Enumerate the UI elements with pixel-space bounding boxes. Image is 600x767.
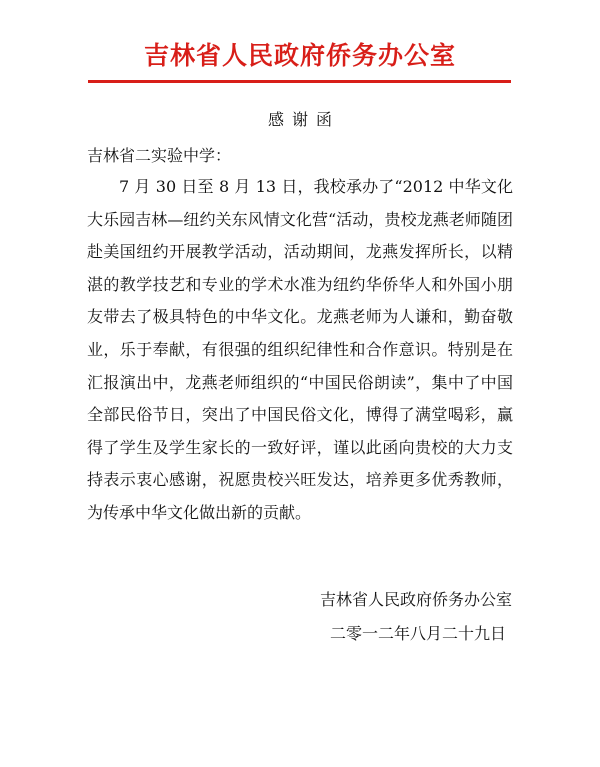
letterhead-divider	[88, 80, 511, 83]
signature-organization: 吉林省人民政府侨务办公室	[319, 590, 512, 609]
salutation: 吉林省二实验中学：	[87, 146, 232, 165]
letter-body: 7 月 30 日至 8 月 13 日，我校承办了“2012 中华文化大乐园吉林—纽约关东风情文化营“活动，贵校龙燕老师随团赴美国纽约开展教学活动，活动期间，龙燕发挥所长，以精湛的教学技艺和专业的学术水准为纽约华侨华人和外国小朋友带去了极具特色的中华文化。龙燕老师为人谦和，勤奋敬业，乐于奉献，有很强的组织纪律性和合作意识。特别是在汇报演出中，龙燕老师组织的“中国民俗朗读”，集中了中国全部民俗节日，突出了中国民俗文化，博得了满堂喝彩，赢得了学生及学生家长的一致好评，谨以此函向贵校的大力支持表示衷心感谢，祝愿贵校兴旺发达，培养更多优秀教师，为传承中华文化做出新的贡献。	[87, 177, 513, 522]
signature-block	[320, 583, 512, 651]
letter-title: 感谢函	[267, 110, 340, 129]
letterhead-title: 吉林省人民政府侨务办公室	[143, 41, 456, 70]
signature-date: 二零一二年八月二十九日	[329, 624, 506, 643]
